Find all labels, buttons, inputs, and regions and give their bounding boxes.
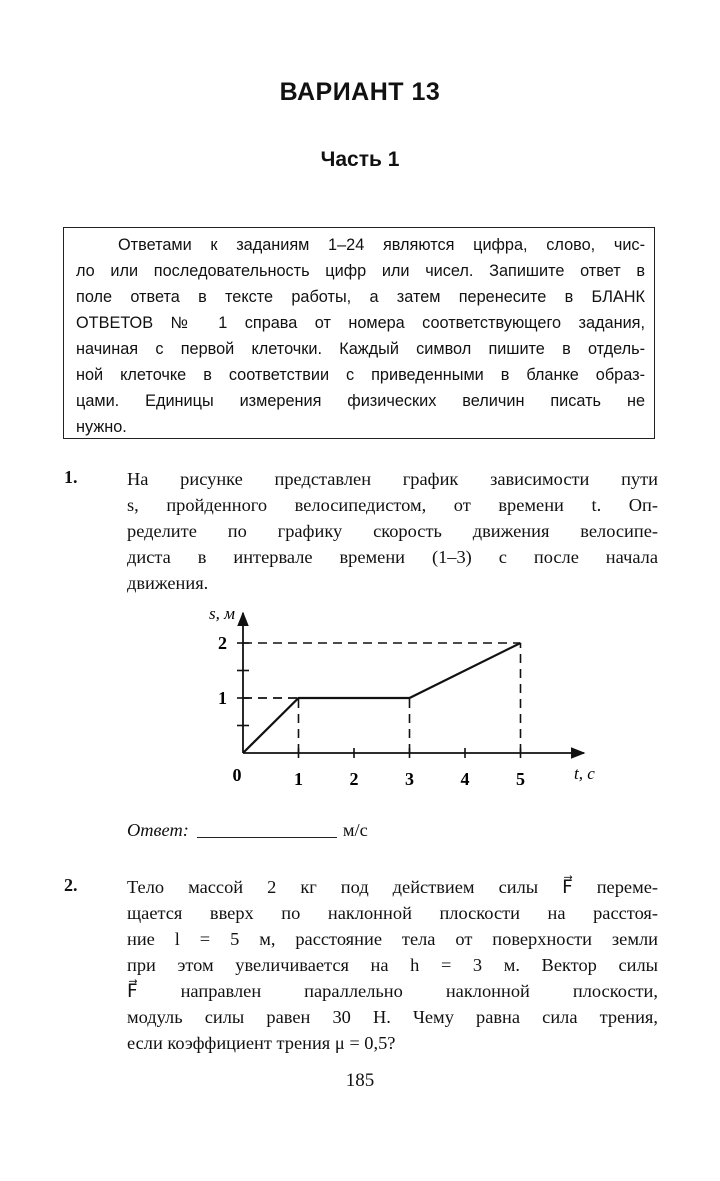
instruction-line: начиная с первой клеточки. Каждый символ пишите в отдель-: [76, 340, 645, 358]
task-2-text: [127, 874, 658, 1056]
y-axis-label: s, м: [209, 604, 235, 623]
task-1-line: s, пройденного велосипедистом, от времени t. Оп-: [127, 495, 658, 515]
origin-label: 0: [232, 765, 242, 785]
answer-unit: м/с: [342, 820, 368, 840]
task-2-line: щается вверх по наклонной плоскости на расстоя-: [127, 903, 658, 923]
instruction-line: цами. Единицы измерения физических величин писать не: [76, 392, 645, 410]
series-line-s-t: [243, 643, 521, 753]
task-1-line: ределите по графику скорость движения велосипе-: [127, 521, 658, 541]
distance-time-graph: [180, 595, 600, 795]
task-2-line: при этом увеличивается на h = 3 м. Вектор силы: [127, 955, 658, 975]
y-tick-label-2: 2: [218, 633, 227, 653]
task-2-line: модуль силы равен 30 Н. Чему равна сила трения,: [127, 1007, 658, 1027]
instruction-box: [63, 227, 655, 439]
task-1-text: [127, 466, 658, 596]
instruction-line: ОТВЕТОВ № 1 справа от номера соответствующего задания,: [76, 314, 645, 332]
task-1-line: движения.: [127, 573, 209, 593]
x-tick-label-5: 5: [516, 769, 525, 789]
instruction-line: ной клеточке в соответствии с приведенными в бланке образ-: [76, 366, 645, 384]
instruction-line: Ответами к заданиям 1–24 являются цифра, слово, чис-: [118, 236, 645, 254]
x-tick-label-1: 1: [294, 769, 303, 789]
task-1-line: диста в интервале времени (1–3) с после начала: [127, 547, 658, 567]
y-tick-label-1: 1: [218, 688, 227, 708]
variant-title: ВАРИАНТ 13: [279, 78, 441, 106]
instruction-line: нужно.: [76, 418, 127, 436]
task-1-answer: [127, 817, 547, 843]
task-1-line: На рисунке представлен график зависимости пути: [127, 469, 658, 489]
answer-label: Ответ:: [127, 820, 189, 840]
x-axis-label: t, с: [574, 764, 595, 783]
instruction-line: поле ответа в тексте работы, а затем перенесите в БЛАНК: [76, 288, 645, 306]
x-tick-label-3: 3: [405, 769, 414, 789]
part-title: Часть 1: [320, 148, 400, 171]
task-2-line: Тело массой 2 кг под действием силы F⃗ переме-: [127, 877, 658, 897]
task-2-number: 2.: [64, 875, 78, 895]
answer-field[interactable]: [197, 821, 337, 838]
axis-ticks: [237, 643, 521, 758]
task-2-line: ние l = 5 м, расстояние тела от поверхности земли: [127, 929, 658, 949]
x-tick-label-4: 4: [460, 769, 470, 789]
x-tick-label-2: 2: [349, 769, 359, 789]
task-1-number: 1.: [64, 467, 78, 487]
task-2-line: если коэффициент трения μ = 0,5?: [127, 1033, 396, 1053]
task-2-line: F⃗ направлен параллельно наклонной плоскости,: [127, 981, 658, 1001]
instruction-line: ло или последовательность цифр или чисел. Запишите ответ в: [76, 262, 645, 280]
page-number: 185: [345, 1070, 375, 1091]
